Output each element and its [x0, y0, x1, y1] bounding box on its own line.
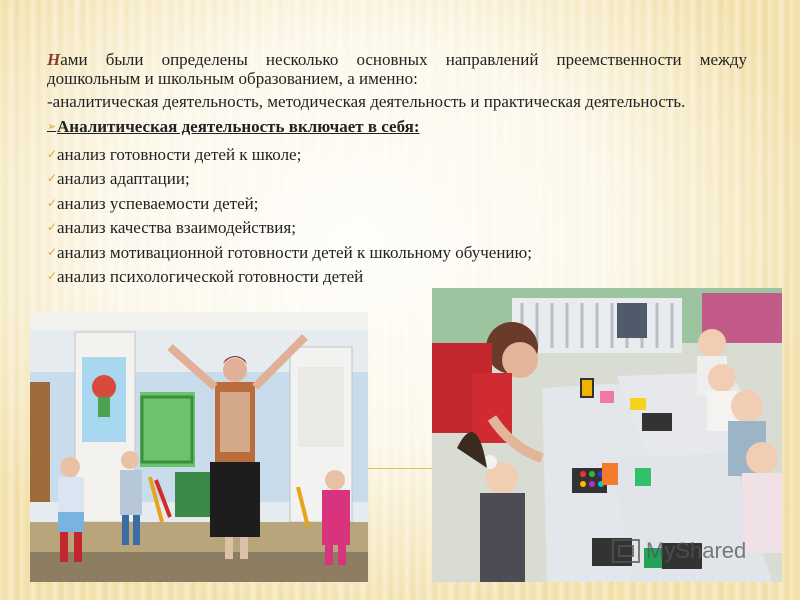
list-item	[47, 265, 747, 290]
list-item-text: анализ адаптации;	[57, 169, 190, 189]
arrow-bullet-icon: ➢	[47, 120, 57, 133]
list-item	[47, 216, 747, 241]
intro-initial: Н	[47, 50, 61, 69]
list-heading	[47, 117, 747, 136]
list-item-text: анализ мотивационной готовности детей к школьному обучению;	[57, 242, 532, 262]
intro-paragraph	[47, 50, 747, 88]
presentation-icon	[612, 539, 640, 563]
watermark-text: MyShared	[646, 538, 747, 563]
list-item-text: анализ успеваемости детей;	[57, 193, 259, 213]
check-bullet-icon: ✓	[47, 244, 58, 259]
check-bullet-icon: ✓	[47, 269, 58, 284]
directions-text: -аналитическая деятельность, методическая деятельность и практическая деятельность.	[47, 92, 686, 111]
check-bullet-icon: ✓	[47, 195, 58, 210]
list-item-text: анализ психологической готовности детей	[57, 267, 364, 287]
list-item	[47, 167, 747, 192]
list-item	[47, 142, 747, 167]
photo-teacher-with-children	[30, 312, 368, 582]
analysis-list	[47, 142, 747, 289]
intro-text: ами были определены несколько основных направлений преемственности между дошкольным и школьным образованием, а именно:	[47, 50, 747, 88]
list-item	[47, 191, 747, 216]
check-bullet-icon: ✓	[47, 146, 58, 161]
check-bullet-icon: ✓	[47, 220, 58, 235]
list-item-text: анализ качества взаимодействия;	[57, 218, 296, 238]
list-heading-text: Аналитическая деятельность включает в себя:	[57, 117, 420, 136]
check-bullet-icon: ✓	[47, 171, 58, 186]
list-item-text: анализ готовности детей к школе;	[57, 144, 302, 164]
list-item	[47, 240, 747, 265]
slide-text	[47, 50, 747, 289]
watermark	[612, 538, 746, 564]
